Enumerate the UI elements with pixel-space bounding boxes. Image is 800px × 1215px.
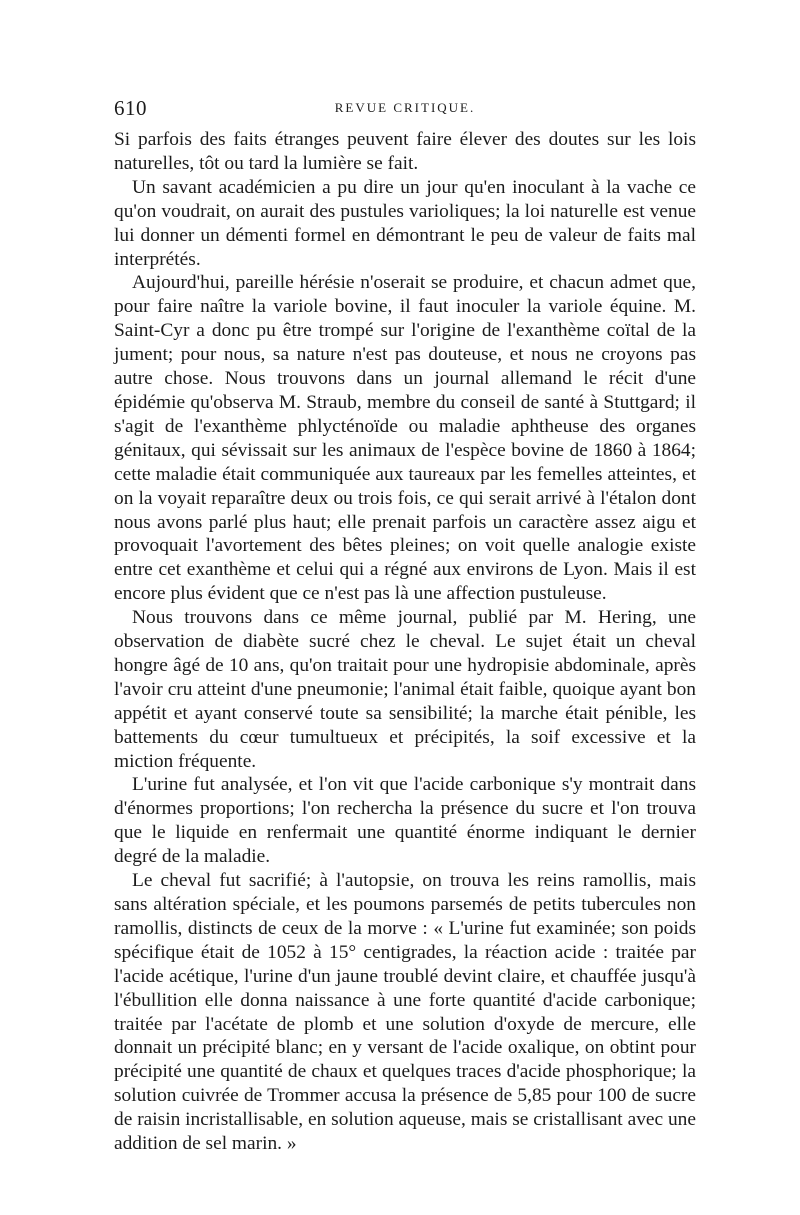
paragraph: Aujourd'hui, pareille hérésie n'oserait se produire, et chacun admet que, pour faire naître la variole bovine, il faut inoculer la variole équine. M. Saint-Cyr a donc pu être trompé sur l'origine de l'exanthème coïtal de la jument; pour nous, sa nature n'est pas douteuse, et nous ne croyons pas autre chose. Nous trouvons dans un journal allemand le récit d'une épidémie qu'observa M. Straub, membre du conseil de santé à Stuttgard; il s'agit de l'exanthème phlycténoïde ou maladie aphtheuse des organes génitaux, qui sévissait sur les animaux de l'espèce bovine de 1860 à 1864; cette maladie était communiquée aux taureaux par les femelles atteintes, et on la voyait reparaître deux ou trois fois, ce qui serait arrivé à l'étalon dont nous avons parlé plus haut; elle prenait parfois un caractère assez aigu et provoquait l'avortement des bêtes pleines; on voit quelle analogie existe entre cet exanthème et celui qui a régné aux environs de Lyon. Mais il est encore plus évident que ce n'est pas là une affection pustuleuse. [114, 272, 696, 605]
body-text [114, 128, 696, 1156]
paragraph: Le cheval fut sacrifié; à l'autopsie, on trouva les reins ramollis, mais sans altération spéciale, et les poumons parsemés de petits tubercules non ramollis, distincts de ceux de la morve : « L'urine fut examinée; son poids spécifique était de 1052 à 15° centigrades, la réaction acide : traitée par l'acide acétique, l'urine d'un jaune troublé devint claire, et chauffée jusqu'à l'ébullition elle donna naissance à une forte quantité d'acide carbonique; traitée par l'acétate de plomb et une solution d'oxyde de mercure, elle donnait un précipité blanc; en y versant de l'acide oxalique, on obtint pour précipité une quantité de chaux et quelques traces d'acide phosphorique; la solution cuivrée de Trommer accusa la présence de 5,85 pour 100 de sucre de raisin incristallisable, en solution aqueuse, mais se cristallisant avec une addition de sel marin. » [114, 870, 696, 1155]
paragraph: L'urine fut analysée, et l'on vit que l'acide carbonique s'y montrait dans d'énormes proportions; l'on rechercha la présence du sucre et l'on trouva que le liquide en renfermait une quantité énorme indiquant le dernier degré de la maladie. [114, 774, 696, 868]
journal-title: REVUE CRITIQUE. [334, 100, 476, 115]
paragraph: Si parfois des faits étranges peuvent faire élever des doutes sur les lois naturelles, tôt ou tard la lumière se fait. [114, 129, 696, 174]
page-number: 610 [114, 96, 147, 120]
paragraph: Nous trouvons dans ce même journal, publié par M. Hering, une observation de diabète sucré chez le cheval. Le sujet était un cheval hongre âgé de 10 ans, qu'on traitait pour une hydropisie abdominale, après l'avoir cru atteint d'une pneumonie; l'animal était faible, quoique ayant bon appétit et ayant conservé toute sa sensibilité; la marche était pénible, les battements du cœur tumultueux et précipités, la soif excessive et la miction fréquente. [114, 607, 696, 772]
running-head [114, 96, 696, 128]
paragraph: Un savant académicien a pu dire un jour qu'en inoculant à la vache ce qu'on voudrait, on aurait des pustules varioliques; la loi naturelle est venue lui donner un démenti formel en démontrant le peu de valeur de faits mal interprétés. [114, 176, 696, 270]
